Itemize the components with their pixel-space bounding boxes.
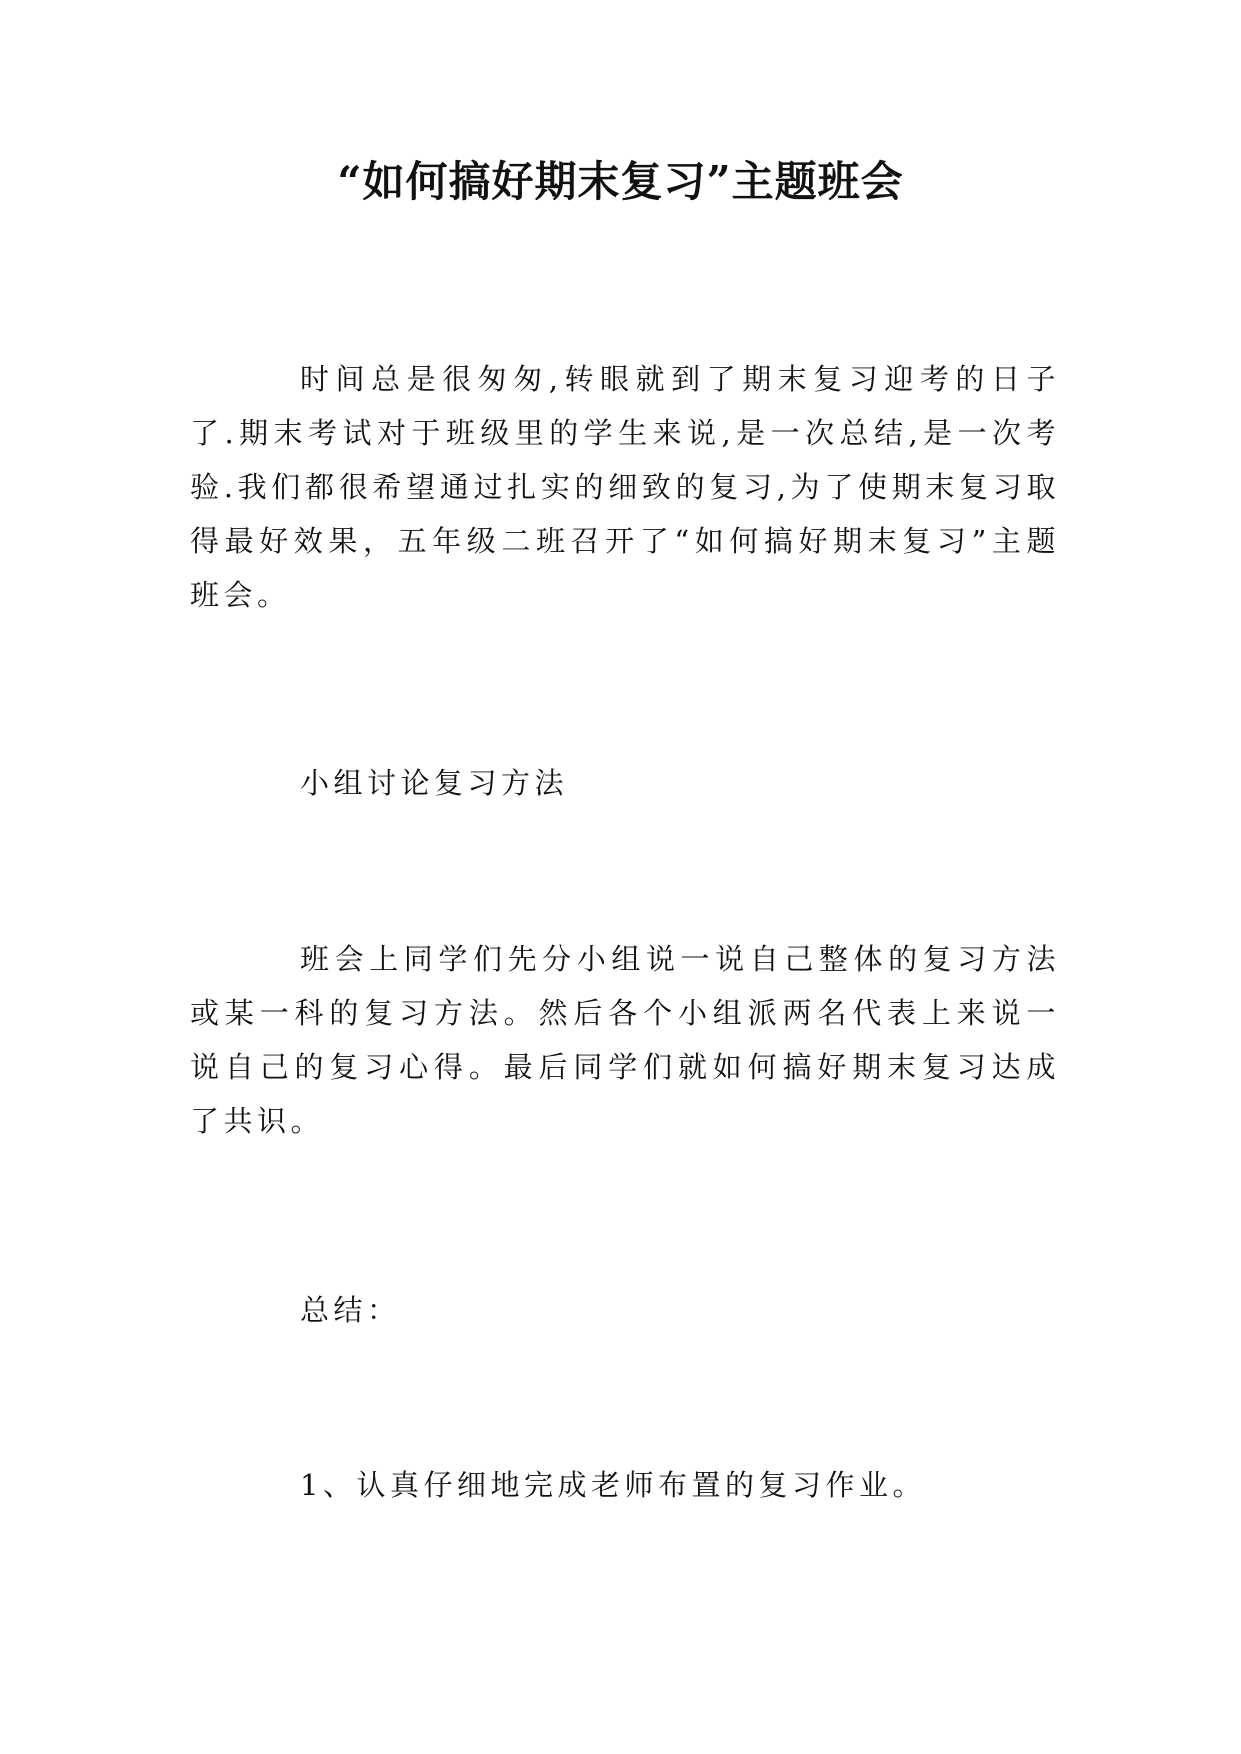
summary-item-1: 1、认真仔细地完成老师布置的复习作业。 — [300, 1468, 926, 1502]
intro-paragraph: 时间总是很匆匆,转眼就到了期末复习迎考的日子了.期末考试对于班级里的学生来说,是一次总结,是一次考验.我们都很希望通过扎实的细致的复习,为了使期末复习取得最好效果，五年级二班召开了“如何搞好期末复习”主题班会。 — [190, 362, 1060, 612]
summary-heading: 总结： — [300, 1293, 401, 1327]
document-title: “如何搞好期末复习”主题班会 — [337, 157, 904, 206]
section-heading-group-discussion: 小组讨论复习方法 — [300, 766, 569, 800]
discussion-paragraph: 班会上同学们先分小组说一说自己整体的复习方法或某一科的复习方法。然后各个小组派两名代表上来说一说自己的复习心得。最后同学们就如何搞好期末复习达成了共识。 — [190, 942, 1060, 1138]
